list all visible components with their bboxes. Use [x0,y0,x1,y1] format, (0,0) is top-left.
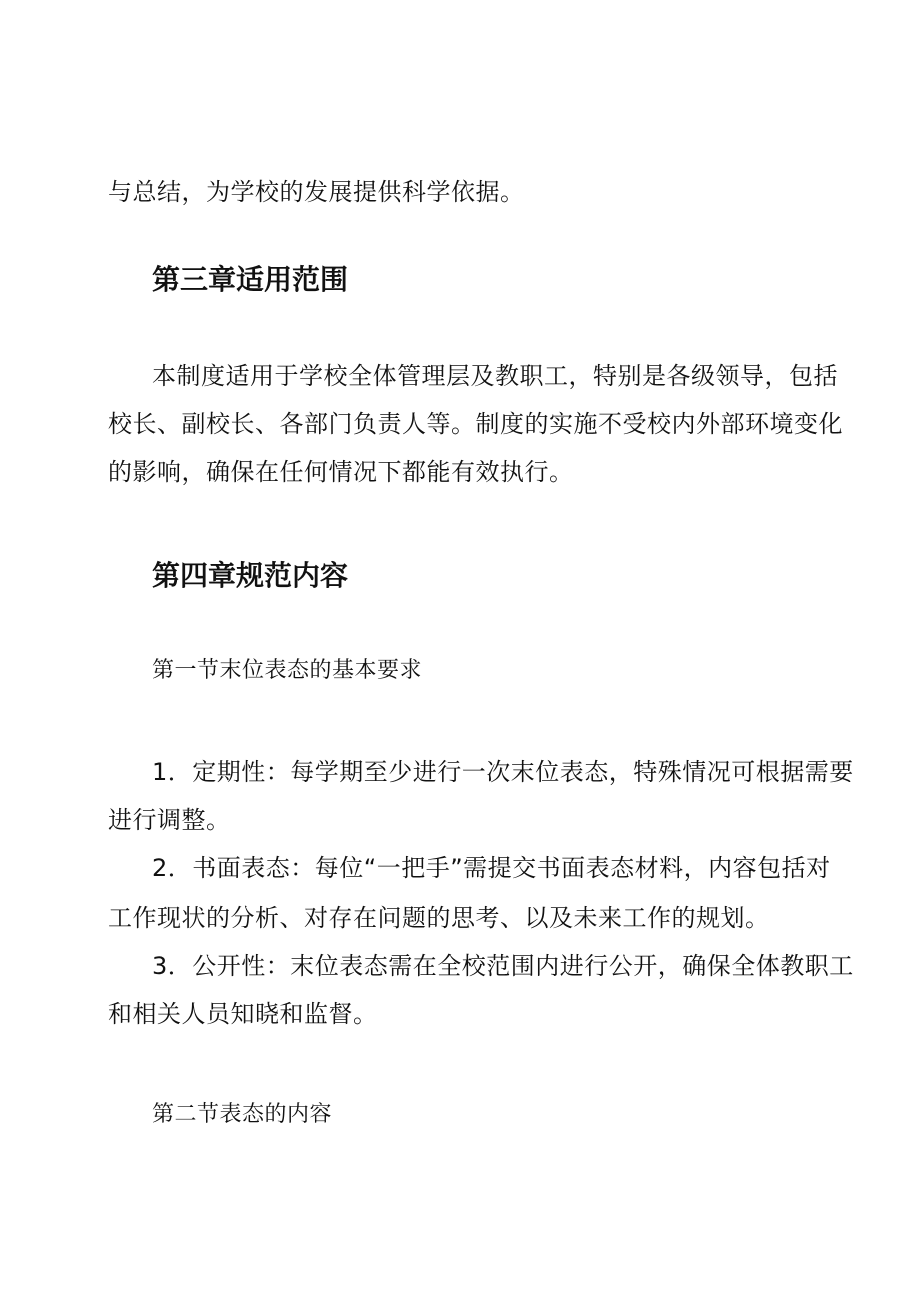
list-item-line: 2．书面表态：每位“一把手”需提交书面表态材料，内容包括对 [152,854,831,882]
paragraph-line: 与总结，为学校的发展提供科学依据。 [108,178,525,206]
chapter-4-title: 第四章规范内容 [152,559,349,592]
section-2-title: 第二节表态的内容 [152,1102,333,1127]
paragraph-line: 校长、副校长、各部门负责人等。制度的实施不受校内外部环境变化 [108,410,843,438]
list-item-line: 和相关人员知晓和监督。 [108,1000,378,1028]
list-item-line: 进行调整。 [108,806,231,834]
list-item-line: 1．定期性：每学期至少进行一次末位表态，特殊情况可根据需要 [152,758,854,786]
chapter-3-title: 第三章适用范围 [152,263,349,296]
section-1-title: 第一节末位表态的基本要求 [152,658,423,683]
paragraph-line: 的影响，确保在任何情况下都能有效执行。 [108,458,574,486]
list-item-line: 工作现状的分析、对存在问题的思考、以及未来工作的规划。 [108,904,770,932]
paragraph-line: 本制度适用于学校全体管理层及教职工，特别是各级领导，包括 [152,362,838,390]
list-item-line: 3．公开性：末位表态需在全校范围内进行公开，确保全体教职工 [152,952,854,980]
